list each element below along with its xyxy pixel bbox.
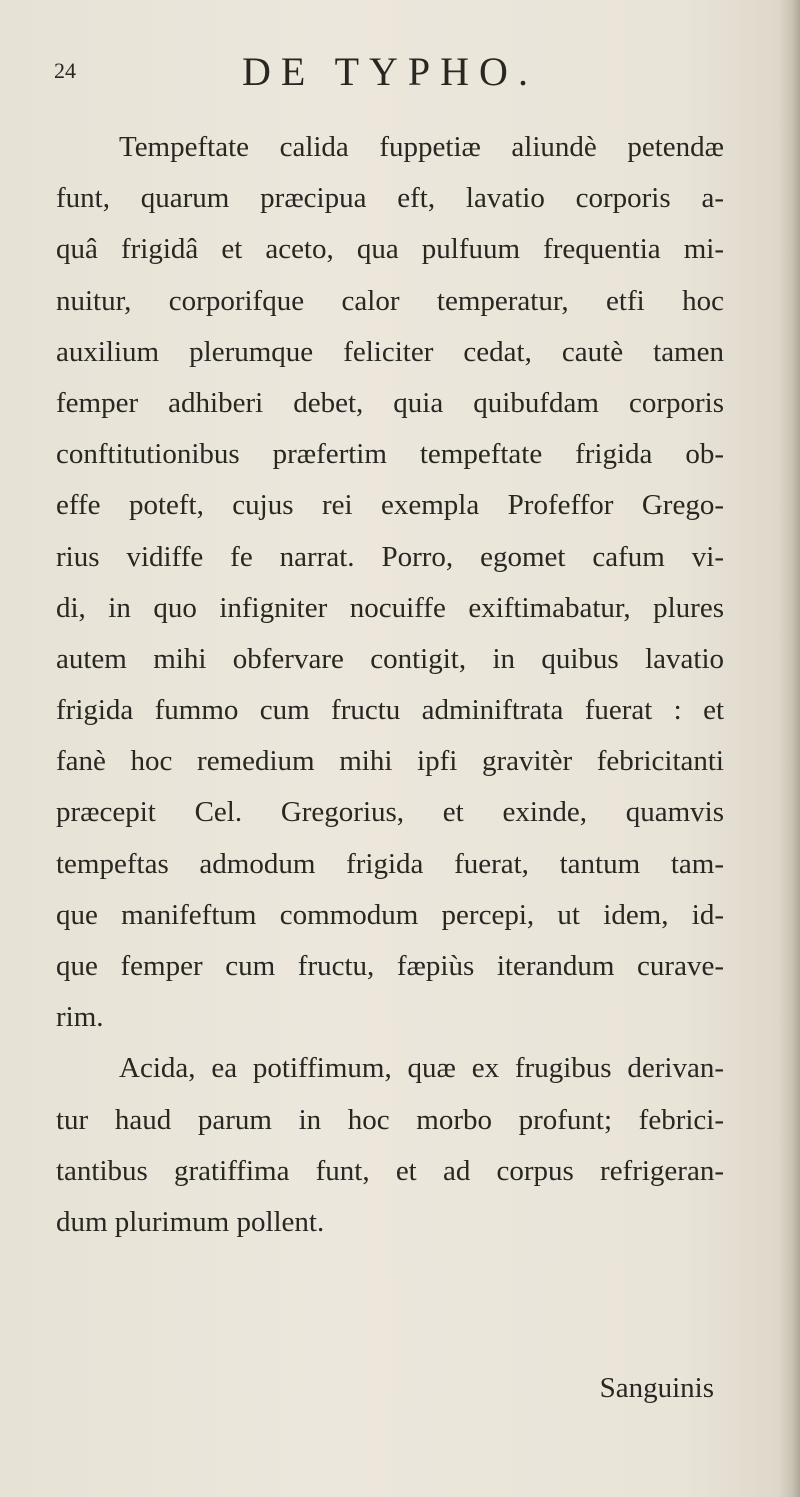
page-edge-shadow — [778, 0, 800, 1497]
page-header — [54, 48, 614, 108]
text-line: tur haud parum in hoc morbo profunt; febrici- — [56, 1103, 724, 1136]
text-line: conftitutionibus præfertim tempeftate frigida ob- — [56, 438, 724, 471]
text-line: rius vidiffe fe narrat. Porro, egomet cafum vi- — [56, 540, 724, 573]
text-line: Acida, ea potiffimum, quæ ex frugibus derivan- — [119, 1052, 724, 1085]
text-line: auxilium plerumque feliciter cedat, cautè tamen — [56, 335, 724, 368]
body-text — [56, 122, 724, 1248]
text-line: femper adhiberi debet, quia quibufdam corporis — [56, 386, 724, 419]
text-line: que femper cum fructu, fæpiùs iterandum curave- — [56, 950, 724, 982]
text-line: fanè hoc remedium mihi ipfi gravitèr febricitanti — [56, 745, 724, 778]
text-line: frigida fummo cum fructu adminiftrata fuerat : et — [56, 694, 724, 727]
catchword: Sanguinis — [599, 1372, 714, 1404]
text-line: effe poteft, cujus rei exempla Profeffor Grego- — [56, 489, 724, 522]
text-line: funt, quarum præcipua eft, lavatio corporis a- — [56, 182, 724, 215]
text-line: Tempeftate calida fuppetiæ aliundè petendæ — [119, 131, 724, 163]
text-line: que manifeftum commodum percepi, ut idem, id- — [56, 898, 724, 931]
text-line: tempeftas admodum frigida fuerat, tantum tam- — [56, 847, 724, 880]
page-number: 24 — [54, 58, 76, 83]
text-line: rim. — [56, 1001, 104, 1034]
text-line: præcepit Cel. Gregorius, et exinde, quamvis — [56, 796, 724, 829]
text-line: di, in quo infigniter nocuiffe exiftimabatur, plures — [56, 591, 724, 624]
text-line: nuitur, corporifque calor temperatur, etfi hoc — [56, 284, 724, 317]
text-line: dum plurimum pollent. — [56, 1205, 325, 1238]
text-line: tantibus gratiffima funt, et ad corpus refrigeran- — [56, 1154, 724, 1187]
running-title: DE TYPHO. — [242, 49, 538, 94]
text-line: quâ frigidâ et aceto, qua pulfuum frequentia mi- — [56, 233, 724, 266]
text-line: autem mihi obfervare contigit, in quibus lavatio — [56, 642, 724, 675]
